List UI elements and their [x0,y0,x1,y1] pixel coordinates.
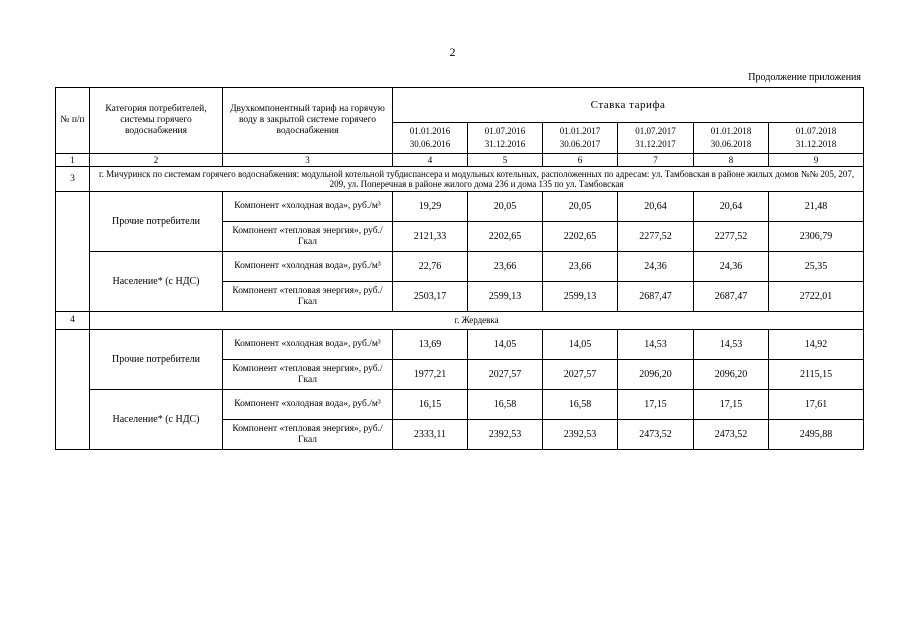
period-from: 01.07.2016 [484,125,526,136]
rate-value: 2722,01 [769,282,864,312]
rate-value: 22,76 [393,252,468,282]
period-to: 31.12.2016 [484,139,526,149]
header-no: № п/п [56,88,90,154]
rate-value: 14,05 [468,330,543,360]
rate-value: 23,66 [543,252,618,282]
column-number: 3 [223,154,393,167]
rate-value: 2599,13 [543,282,618,312]
rate-value: 2027,57 [543,360,618,390]
header-rate: Ставка тарифа [393,88,864,123]
table-row [56,192,864,222]
rate-value: 2392,53 [468,420,543,450]
rate-value: 2473,52 [618,420,694,450]
tariff-component: Компонент «холодная вода», руб./м³ [223,390,393,420]
period-header [618,123,694,154]
rate-value: 20,64 [618,192,694,222]
rate-value: 14,53 [694,330,769,360]
section-header-row [56,312,864,330]
tariff-table [55,87,864,450]
section-title: г. Жердевка [90,312,864,330]
column-number: 5 [468,154,543,167]
rate-value: 16,15 [393,390,468,420]
rate-value: 14,05 [543,330,618,360]
rate-value: 2306,79 [769,222,864,252]
tariff-component: Компонент «тепловая энергия», руб./Гкал [223,282,393,312]
section-number-blank [56,330,90,450]
rate-value: 2495,88 [769,420,864,450]
period-header [694,123,769,154]
column-number: 1 [56,154,90,167]
rate-value: 2687,47 [694,282,769,312]
column-number: 7 [618,154,694,167]
rate-value: 2503,17 [393,282,468,312]
rate-value: 2333,11 [393,420,468,450]
rate-value: 14,53 [618,330,694,360]
section-number: 4 [56,312,90,330]
rate-value: 2027,57 [468,360,543,390]
rate-value: 25,35 [769,252,864,282]
rate-value: 19,29 [393,192,468,222]
rate-value: 21,48 [769,192,864,222]
rate-value: 16,58 [468,390,543,420]
page-number: 2 [449,45,456,59]
tariff-component: Компонент «тепловая энергия», руб./Гкал [223,420,393,450]
tariff-component: Компонент «холодная вода», руб./м³ [223,192,393,222]
rate-value: 20,64 [694,192,769,222]
consumer-category: Население* (с НДС) [90,252,223,312]
rate-value: 2096,20 [618,360,694,390]
table-row [56,390,864,420]
rate-value: 20,05 [543,192,618,222]
tariff-component: Компонент «тепловая энергия», руб./Гкал [223,222,393,252]
table-row [56,330,864,360]
tariff-component: Компонент «холодная вода», руб./м³ [223,252,393,282]
table-row [56,252,864,282]
rate-value: 24,36 [694,252,769,282]
rate-value: 2202,65 [543,222,618,252]
rate-value: 23,66 [468,252,543,282]
rate-value: 17,15 [618,390,694,420]
header-tariff: Двухкомпонентный тариф на горячую воду в закрытой системе горячего водоснабжения [223,88,393,154]
period-header [769,123,864,154]
section-header-row [56,167,864,192]
rate-value: 13,69 [393,330,468,360]
consumer-category: Прочие потребители [90,330,223,390]
rate-value: 16,58 [543,390,618,420]
period-from: 01.01.2018 [710,125,752,136]
column-number: 2 [90,154,223,167]
rate-value: 24,36 [618,252,694,282]
period-from: 01.01.2017 [559,125,601,136]
consumer-category: Прочие потребители [90,192,223,252]
tariff-component: Компонент «тепловая энергия», руб./Гкал [223,360,393,390]
rate-value: 2473,52 [694,420,769,450]
period-header [393,123,468,154]
rate-value: 2599,13 [468,282,543,312]
period-to: 31.12.2018 [795,139,837,149]
consumer-category: Население* (с НДС) [90,390,223,450]
column-number: 4 [393,154,468,167]
rate-value: 2096,20 [694,360,769,390]
section-title: г. Мичуринск по системам горячего водоснабжения: модульной котельной тубдиспансера и модульных котельных, расположенных по адресам: ул. Тамбовская в районе жилых домов №№ 205, 207, 209, ул. Поперечная в районе жилого дома 236 и дома 135 по ул. Тамбовская [90,167,864,192]
period-from: 01.07.2017 [635,125,676,136]
column-number: 9 [769,154,864,167]
period-to: 30.06.2017 [559,139,601,149]
period-from: 01.01.2016 [409,125,451,136]
rate-value: 20,05 [468,192,543,222]
column-number: 6 [543,154,618,167]
rate-value: 14,92 [769,330,864,360]
section-number-blank [56,192,90,312]
period-header [543,123,618,154]
section-number: 3 [56,167,90,192]
rate-value: 2115,15 [769,360,864,390]
tariff-component: Компонент «холодная вода», руб./м³ [223,330,393,360]
period-to: 30.06.2018 [710,139,752,149]
period-to: 30.06.2016 [409,139,451,149]
rate-value: 2121,33 [393,222,468,252]
rate-value: 1977,21 [393,360,468,390]
header-category: Категория потребителей, системы горячего водоснабжения [90,88,223,154]
continuation-note: Продолжение приложения [748,72,861,83]
period-to: 31.12.2017 [635,139,676,149]
period-header [468,123,543,154]
rate-value: 2277,52 [618,222,694,252]
rate-value: 2277,52 [694,222,769,252]
column-number: 8 [694,154,769,167]
rate-value: 17,61 [769,390,864,420]
rate-value: 2202,65 [468,222,543,252]
period-from: 01.07.2018 [795,125,837,136]
rate-value: 2392,53 [543,420,618,450]
rate-value: 2687,47 [618,282,694,312]
rate-value: 17,15 [694,390,769,420]
